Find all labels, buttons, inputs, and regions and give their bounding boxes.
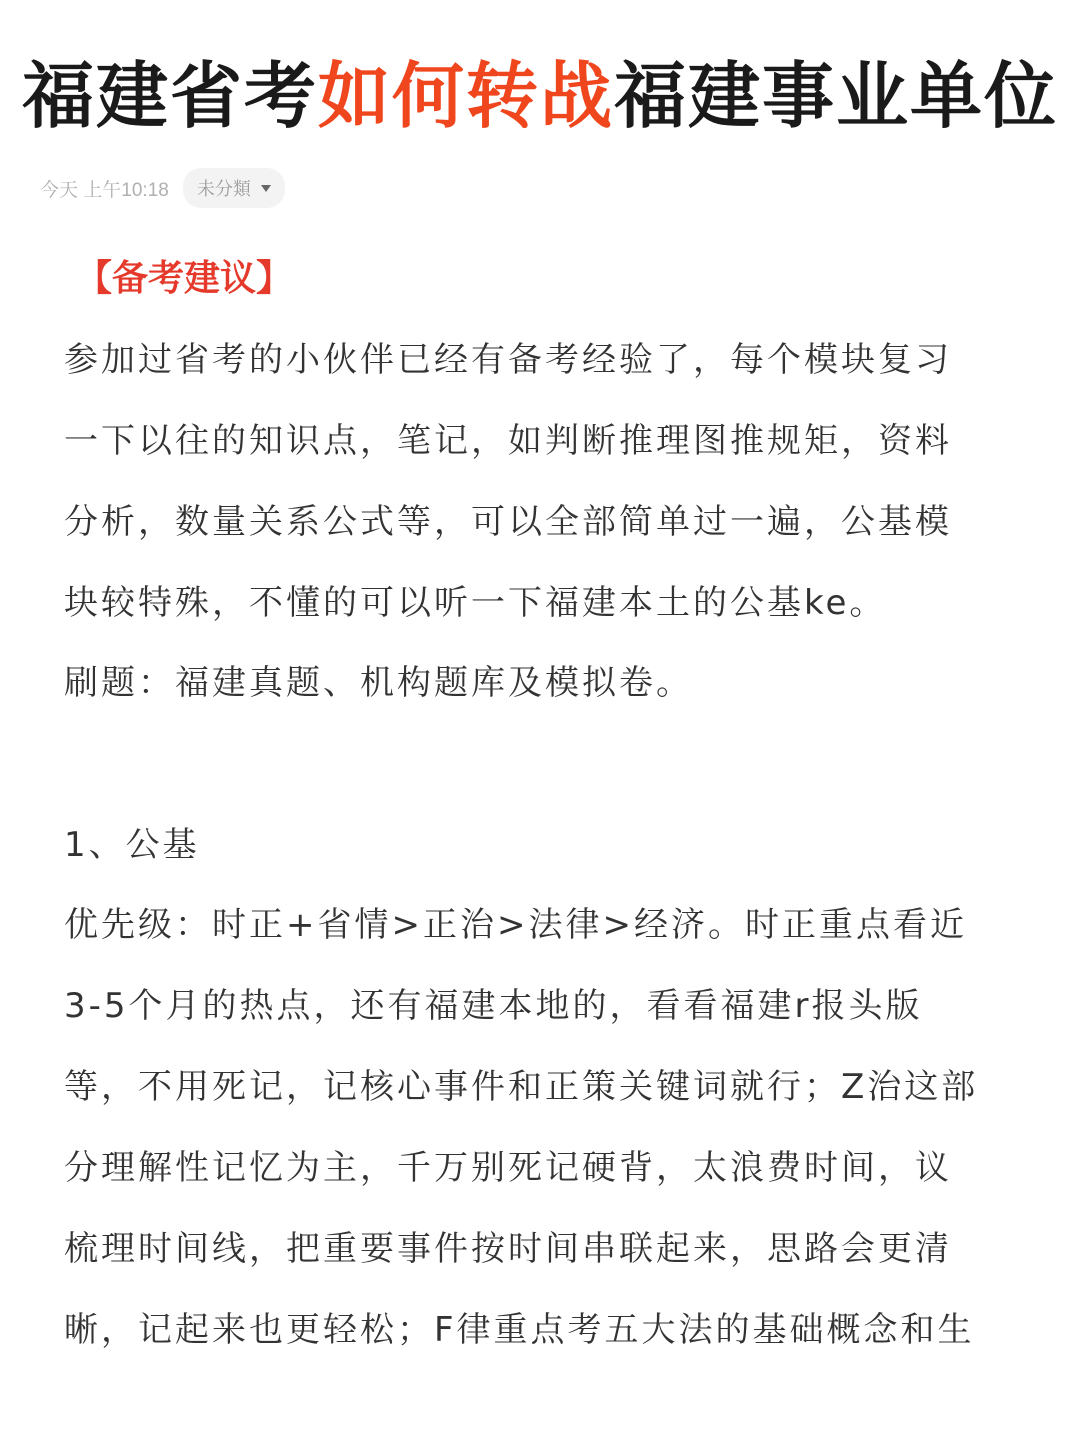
title-accent: 如何转战: [317, 54, 614, 138]
text-line: 一下以往的知识点，笔记，如判断推理图推规矩，资料: [64, 421, 952, 461]
text-line: 1、公基: [64, 825, 200, 865]
paragraph-gongji-priority: [64, 885, 1024, 1371]
title-part-2: 福建事业单位: [614, 54, 1059, 138]
post-meta: [40, 168, 285, 208]
text-line: 参加过省考的小伙伴已经有备考经验了，每个模块复习: [64, 340, 952, 380]
text-line: 3-5个月的热点，还有福建本地的，看看福建r报头版: [64, 986, 923, 1026]
text-line: 晰，记起来也更轻松；F律重点考五大法的基础概念和生: [64, 1310, 975, 1350]
section-tag: 【备考建议】: [76, 258, 293, 299]
caret-down-icon: [261, 185, 271, 192]
category-dropdown[interactable]: [183, 168, 285, 208]
title-part-1: 福建省考: [21, 54, 318, 138]
post-date: 今天 上午10:18: [40, 179, 169, 201]
paragraph-prep-advice: [64, 320, 1024, 644]
text-line: 刷题：福建真题、机构题库及模拟卷。: [64, 663, 693, 703]
text-line: 块较特殊，不懂的可以听一下福建本土的公基ke。: [64, 583, 887, 623]
text-line: 梳理时间线，把重要事件按时间串联起来，思路会更清: [64, 1229, 952, 1269]
text-line: 等，不用死记，记核心事件和正策关键词就行；Z治这部: [64, 1067, 979, 1107]
section-heading-gongji: [64, 805, 1024, 886]
text-line: 优先级：时正+省情>正治>法律>经济。时正重点看近: [64, 905, 967, 945]
text-line: 分析，数量关系公式等，可以全部简单过一遍，公基模: [64, 502, 952, 542]
category-label: 未分類: [196, 179, 251, 199]
page-title: [0, 52, 1080, 140]
paragraph-practice: [64, 643, 1024, 724]
text-line: 分理解性记忆为主，千万别死记硬背，太浪费时间，议: [64, 1148, 952, 1188]
